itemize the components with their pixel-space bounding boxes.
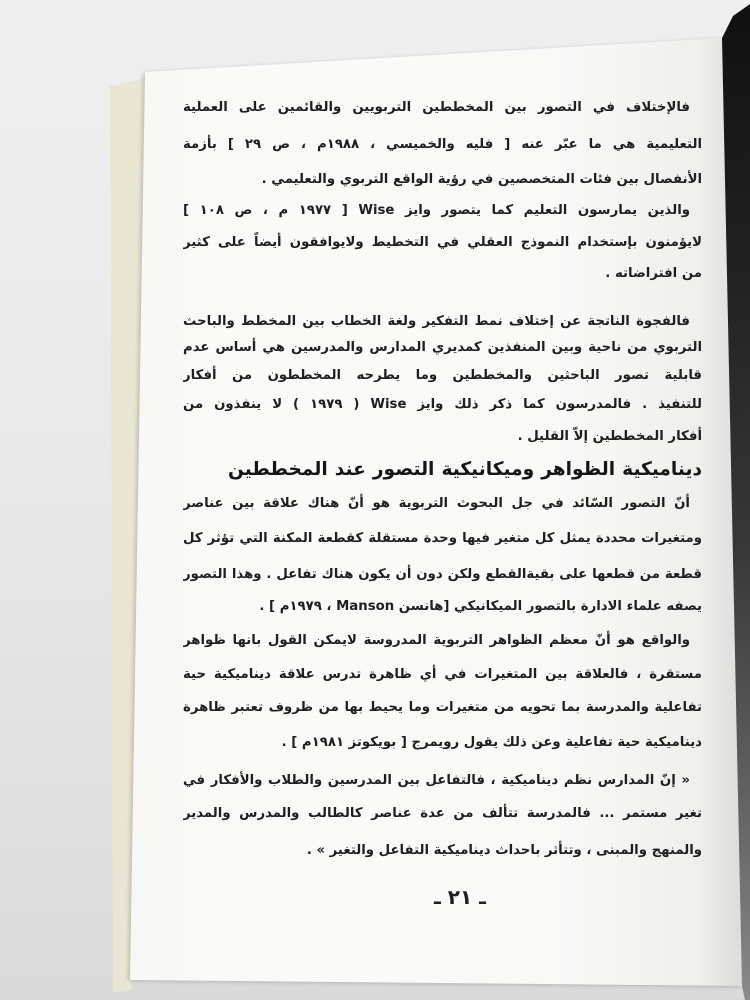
text-line: تغير مستمر ... فالمدرسة تتألف من عدة عناصر كالطالب والمدرس والمدير (183, 806, 702, 821)
text-line: والذين يمارسون التعليم كما يتصور وايز Wise [ ١٩٧٧ م ، ص ١٠٨ ] (183, 203, 690, 218)
section-heading: ديناميكية الظواهر وميكانيكية التصور عند المخططين (228, 459, 702, 480)
text-line: ومتغيرات محددة يمثل كل متغير فيها وحدة مستقلة كقطعة المكنة التي تؤثر كل (183, 531, 702, 546)
text-line: أنّ التصور السّائد في جل البحوث التربوية هو أنّ هناك علاقة بين عناصر (183, 496, 690, 511)
text-line: فالإختلاف في التصور بين المخططين التربويين والقائمين على العملية (183, 100, 690, 115)
text-line: قطعة من قطعها على بقيةالقطع ولكن دون أن يكون هناك تفاعل . وهذا التصور (183, 567, 702, 582)
text-line: والواقع هو أنّ معظم الظواهر التربوية المدروسة لايمكن القول بانها ظواهر (183, 633, 690, 648)
text-line: من افتراضاته . (605, 266, 702, 281)
text-line: يصفه علماء الادارة بالتصور الميكانيكي [هانسن Manson ، ١٩٧٩م ] . (259, 599, 702, 614)
text-line: « إنّ المدارس نظم ديناميكية ، فالتفاعل بين المدرسين والطلاب والأفكار في (183, 773, 690, 788)
text-line: للتنفيذ . فالمدرسون كما ذكر ذلك وايز Wise ( ١٩٧٩ ) لا ينفذون من (183, 397, 702, 412)
text-line: قابلية تصور الباحثين والمخططين وما يطرحه المخططون من أفكار (183, 368, 702, 383)
text-line: والمنهج والمبنى ، وتتأثر باحداث ديناميكية التفاعل والتغير » . (306, 843, 702, 858)
text-line: مستقرة ، فالعلاقة بين المتغيرات في أي ظاهرة تدرس علاقة ديناميكية حية (183, 667, 702, 682)
page-number: ـ ٢١ ـ (433, 885, 487, 909)
text-line: تفاعلية والمدرسة بما تحويه من متغيرات وما يحيط بها من ظروف تعتبر ظاهرة (183, 700, 702, 715)
text-line: ديناميكية حية تفاعلية وعن ذلك يقول رويمرج [ بويكوتز ١٩٨١م ] . (281, 735, 702, 750)
text-line: التعليمية هي ما عبّر عنه [ فليه والخميسي ، ١٩٨٨م ، ص ٢٩ ] بأزمة (183, 137, 702, 152)
text-line: الأنفصال بين فئات المتخصصين في رؤية الواقع التربوي والتعليمي . (261, 172, 702, 187)
text-line: لايؤمنون بإستخدام النموذج العقلي في التخطيط ولايوافقون أيضاً على كثير (183, 235, 702, 250)
text-line: فالفجوة الناتجة عن إختلاف نمط التفكير ولغة الخطاب بين المخطط والباحث (183, 314, 690, 329)
text-line: التربوي من ناحية وبين المنفذين كمديري المدارس والمدرسين هي أساس عدم (183, 340, 702, 355)
text-line: أفكار المخططين إلاّ القليل . (517, 429, 702, 444)
